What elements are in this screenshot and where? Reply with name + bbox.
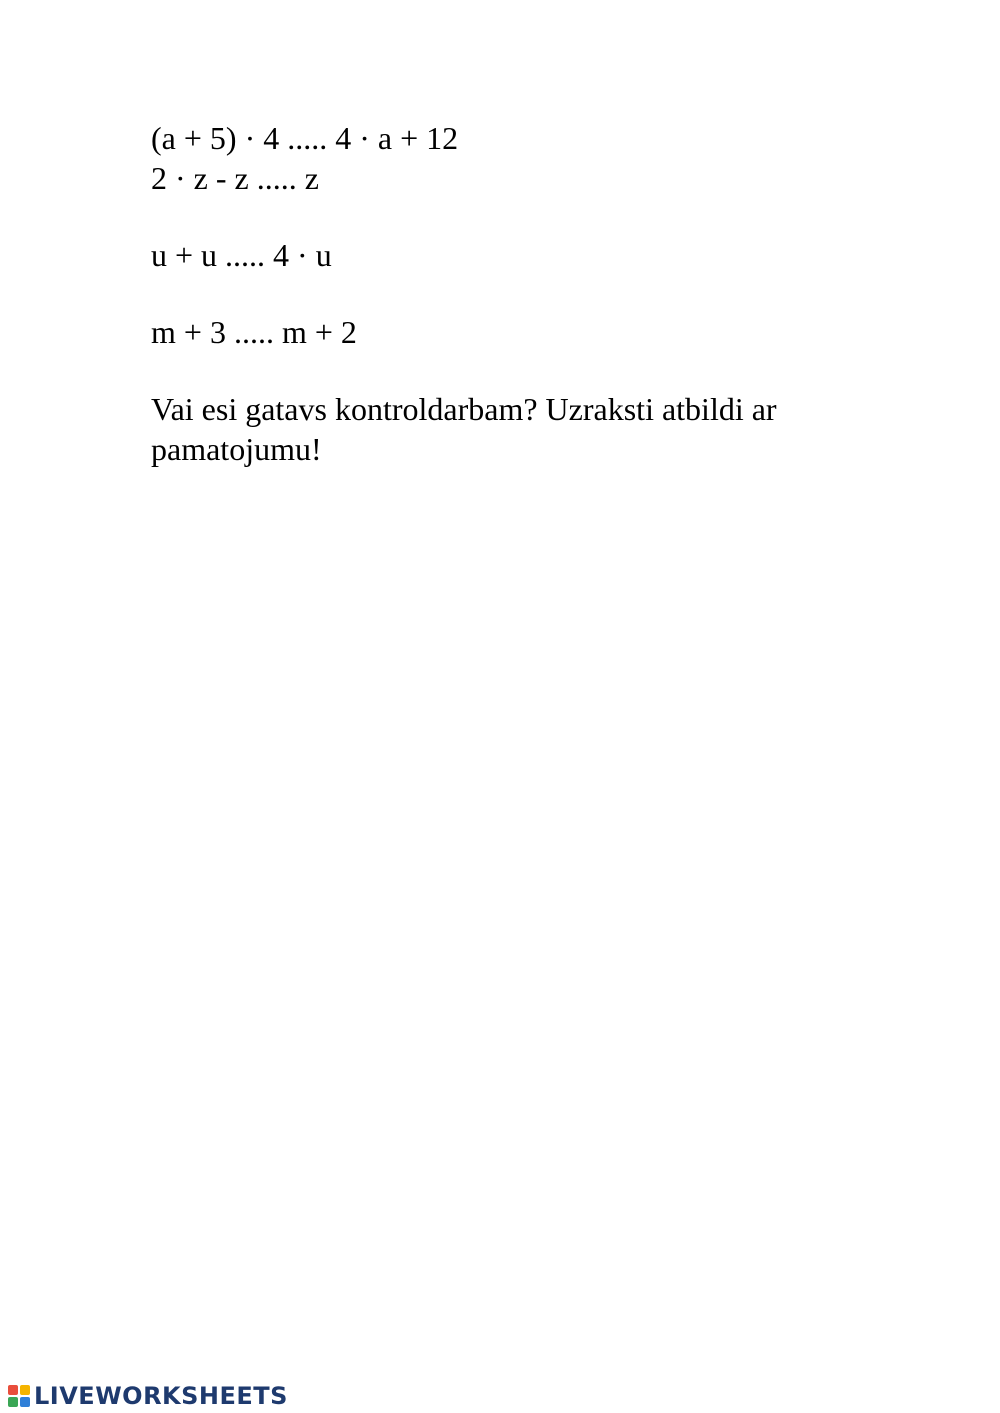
liveworksheets-logo [8,1381,288,1411]
logo-text: LIVEWORKSHEETS [34,1382,288,1410]
expression-line-4: m + 3 ..... m + 2 [151,314,357,350]
expression-line-3: u + u ..... 4 · u [151,237,332,273]
expression-line-1: (a + 5) · 4 ..... 4 · a + 12 [151,120,459,156]
question-text: Vai esi gatavs kontroldarbam? Uzraksti atbildi ar pamatojumu! [151,391,777,467]
worksheet-content [151,118,851,469]
expression-line-2: 2 · z - z ..... z [151,160,319,196]
logo-blocks-icon [8,1385,30,1407]
